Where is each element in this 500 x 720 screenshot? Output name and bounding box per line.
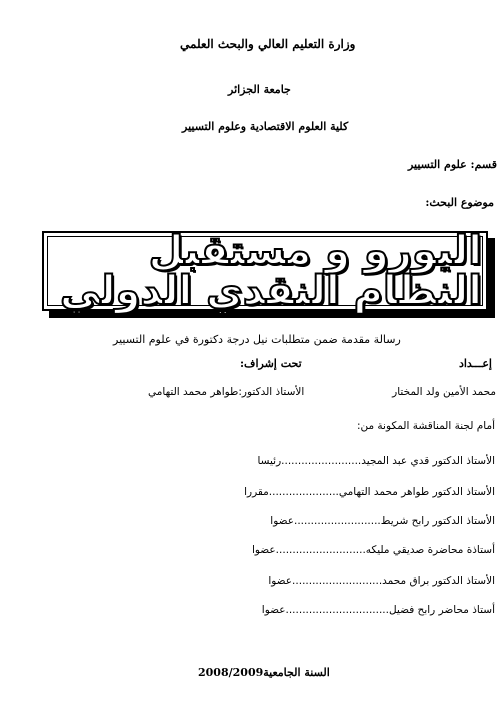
committee-member: الأستاذ الدكتور رابح شريط..........................عضوا <box>270 515 495 527</box>
supervisor-name: الأستاذ الدكتور:طواهر محمد التهامي <box>148 386 305 398</box>
committee-member: الأستاذ الدكتور براق محمد...........................عضوا <box>268 575 495 587</box>
title-box-frame <box>47 228 483 314</box>
thesis-title: اليورو و مستقبل النظام النقدي الدولي <box>59 228 482 314</box>
committee-member: أستاذ محاضر رابح فضيل...............................عضوا <box>261 604 495 616</box>
academic-year: السنة الجامعية2008/2009 <box>198 666 330 679</box>
thesis-description: رسالة مقدمة ضمن متطلبات نيل درجة دكتورة في علوم التسيير <box>113 333 401 346</box>
subject-label: موضوع البحث: <box>425 196 494 209</box>
supervisor-label: تحت إشراف: <box>240 357 302 370</box>
committee-member: الأستاذ الدكتور طواهر محمد التهامي.....................مقررا <box>244 486 495 498</box>
committee-member: الأستاذ الدكتور قدي عبد المجيد........................رئيسا <box>257 455 495 467</box>
title-box <box>42 228 488 314</box>
ministry-heading: وزارة التعليم العالي والبحث العلمي <box>180 37 356 51</box>
student-name: محمد الأمين ولد المختار <box>392 386 496 398</box>
prepared-by-label: إعـــداد <box>458 357 492 370</box>
university-heading: جامعة الجزائر <box>228 83 291 96</box>
committee-member: أستاذة محاضرة صديقي مليكه...........................عضوا <box>251 544 495 556</box>
faculty-heading: كلية العلوم الاقتصادية وعلوم التسيير <box>182 120 349 133</box>
department-label: قسم: علوم التسيير <box>407 158 497 171</box>
committee-intro: أمام لجنة المناقشة المكونة من: <box>356 420 495 432</box>
